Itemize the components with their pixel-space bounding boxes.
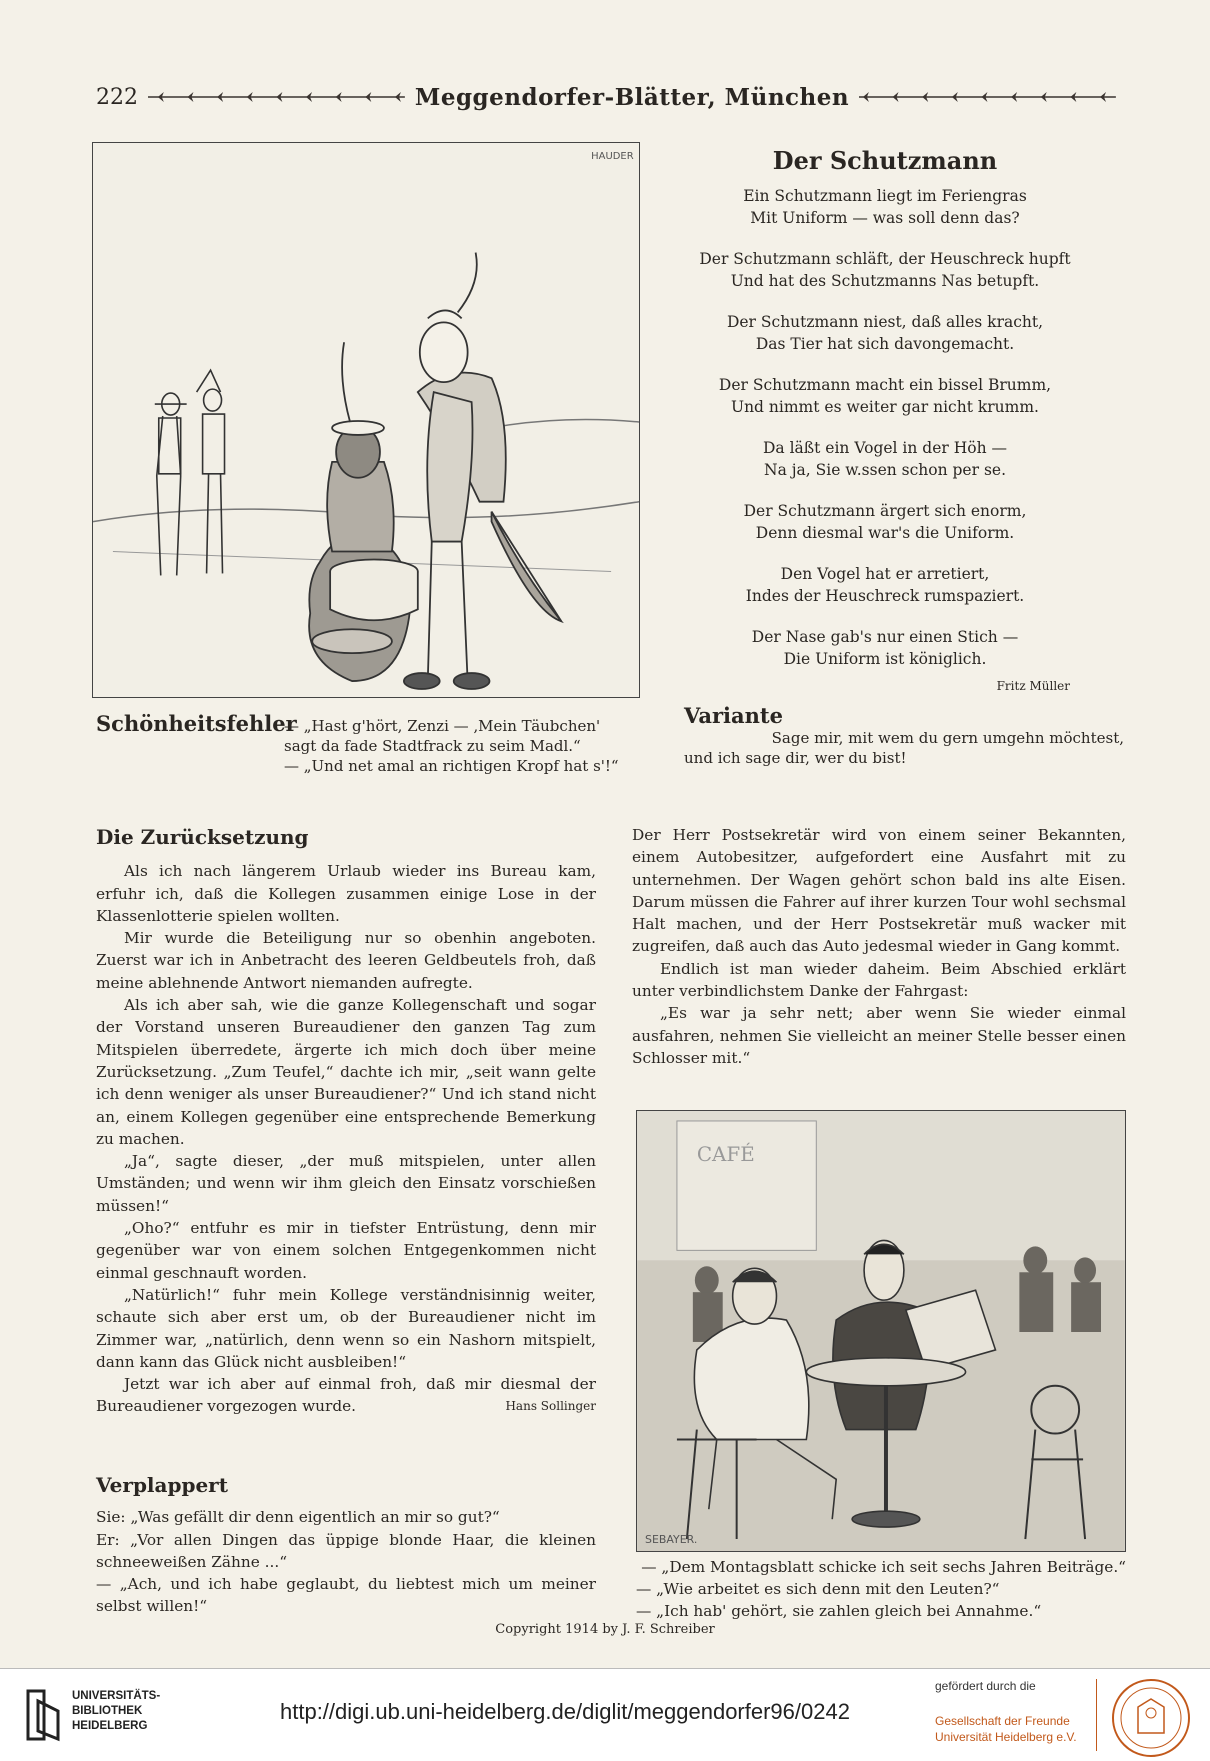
footer-divider <box>1096 1679 1097 1751</box>
article-title: Verplappert <box>96 1473 228 1497</box>
library-name: UNIVERSITÄTS- BIBLIOTHEK HEIDELBERG <box>72 1690 161 1732</box>
ornament-left <box>148 89 405 105</box>
library-logo-icon <box>24 1687 64 1743</box>
article-author: Hans Sollinger <box>505 1399 596 1414</box>
article-title: Die Zurücksetzung <box>96 825 309 849</box>
article-zuruecksetzung: Die Zurücksetzung Als ich nach längerem Urlaub wieder ins Bureau kam, erfuhr ich, daß die Kollegen zusammen einige Lose in der Klassenlotterie spielen wollten. Mir wurde die Beteiligung nur so obenhin angeboten. Zuerst war ich in Anbetracht des leeren Geldbeutels froh, daß meine ablehnende Antwort niemanden aufregte. Als ich aber sah, wie die ganze Kollegenschaft und sogar der Vorstand unseren Bureaudiener den ganzen Tag zum Mitspielen überredete, ärgerte ich mich doch über meine Zurücksetzung. „Zum Teufel,“ dachte ich mir, „seit wann gelte ich denn weniger als unser Bureaudiener?“ Und ich stand nicht an, einem Kollegen gegenüber eine entsprechende Bemerkung zu machen. „Ja“, sagte dieser, „der muß mitspielen, unter allen Umständen; und wenn wir ihm gleich den Einsatz vorschießen müssen!“ „Oho?“ entfuhr es mir in tiefster Entrüstung, denn mir gegenüber war von einem solchen Entgegenkommen nicht einmal geschnauft worden. „Natürlich!“ fuhr mein Kollege verständnisinnig weiter, schaute sich aber erst um, ob der Bureaudiener nicht im Zimmer war, „natürlich, denn wenn so ein Nashorn mitspielt, dann kann das Glück nicht ausbleiben!“ Jetzt war ich aber auf einmal froh, daß mir diesmal der Bureaudiener vorgezogen wurde. Hans Sollinger <box>96 826 596 1418</box>
ornament-right <box>859 89 1116 105</box>
stanza: Der Schutzmann niest, daß alles kracht, Das Tier hat sich davongemacht. <box>726 313 1044 353</box>
poem-author: Fritz Müller <box>996 679 1070 693</box>
stanza: Ein Schutzmann liegt im Feriengras Mit Uniform — was soll denn das? <box>743 187 1027 227</box>
funded-by: gefördert durch die <box>935 1679 1036 1693</box>
stanza: Der Schutzmann macht ein bissel Brumm, Und nimmt es weiter gar nicht krumm. <box>718 376 1052 416</box>
cafe-signature: SEBAYER. <box>645 1533 698 1547</box>
variante: Variante Sage mir, mit wem du gern umgehn möchtest, und ich sage dir, wer du bist! <box>684 703 1124 767</box>
cafe-sign: CAFÉ <box>696 1142 755 1166</box>
article-verplappert: Verplappert Sie: „Was gefällt dir denn eigentlich an mir so gut?“ Er: „Vor allen Dingen das üppige blonde Haar, die kleinen schneeweißen Zähne ...“ — „Ach, und ich habe geglaubt, du liebtest mich um meiner selbst willen!“ <box>96 1473 596 1616</box>
running-header <box>96 82 1126 112</box>
illustration-policeman <box>92 142 640 698</box>
article-postsekretaer: Der Herr Postsekretär wird von einem seiner Bekannten, einem Autobesitzer, aufgefordert eine Ausfahrt mit zu unternehmen. Der Wagen gehört schon bald ins alte Eisen. Darum müssen die Fahrer auf ihrer kurzen Tour wohl sechsmal Halt machen, und der Herr Postsekretär muß wacker mit zugreifen, daß auch das Auto jedesmal wieder in Gang kommt. Endlich ist man wieder daheim. Beim Abschied erklärt unter verbindlichstem Danke der Fahrgast: „Es war ja sehr nett; aber wenn Sie wieder einmal ausfahren, nehmen Sie vielleicht an meiner Stelle besser einen Schlosser mit.“ <box>632 826 1126 1067</box>
stanza: Der Schutzmann ärgert sich enorm, Denn diesmal war's die Uniform. <box>743 502 1027 542</box>
permalink[interactable]: http://digi.ub.uni-heidelberg.de/diglit/meggendorfer96/0242 <box>280 1699 850 1724</box>
digitization-footer <box>0 1668 1210 1761</box>
stanza: Da läßt ein Vogel in der Höh — Na ja, Sie w.ssen schon per se. <box>763 439 1007 479</box>
illustration-cafe <box>636 1110 1126 1552</box>
caption-title: Schönheitsfehler <box>96 711 297 736</box>
stanza: Den Vogel hat er arretiert, Indes der Heuschreck rumspaziert. <box>745 565 1025 605</box>
illustration-signature: HAUDER <box>591 150 634 162</box>
poem-title: Der Schutzmann <box>772 146 998 175</box>
variante-title: Variante <box>684 703 783 728</box>
poem <box>660 146 1110 693</box>
stanza: Der Schutzmann schläft, der Heuschreck hupft Und hat des Schutzmanns Nas betupft. <box>699 250 1071 290</box>
page-number: 222 <box>96 84 138 110</box>
stanza: Der Nase gab's nur einen Stich — Die Uniform ist königlich. <box>751 628 1019 668</box>
masthead: Meggendorfer-Blätter, München <box>414 83 850 111</box>
cafe-caption: — „Dem Montagsblatt schicke ich seit sechs Jahren Beiträge.“ — „Wie arbeitet es sich denn mit den Leuten?“ — „Ich hab' gehört, sie zahlen gleich bei Annahme.“ <box>636 1558 1126 1620</box>
university-seal-icon <box>1110 1677 1192 1759</box>
copyright: Copyright 1914 by J. F. Schreiber <box>495 1622 715 1637</box>
caption-schoenheitsfehler: Schönheitsfehler — „Hast g'hört, Zenzi — ‚Mein Täubchen' sagt da fade Stadtfrack zu seim Madl.“ — „Und net amal an richtigen Kropf hat s'!“ <box>96 711 619 775</box>
society-name: Gesellschaft der Freunde Universität Heidelberg e.V. <box>935 1714 1077 1744</box>
